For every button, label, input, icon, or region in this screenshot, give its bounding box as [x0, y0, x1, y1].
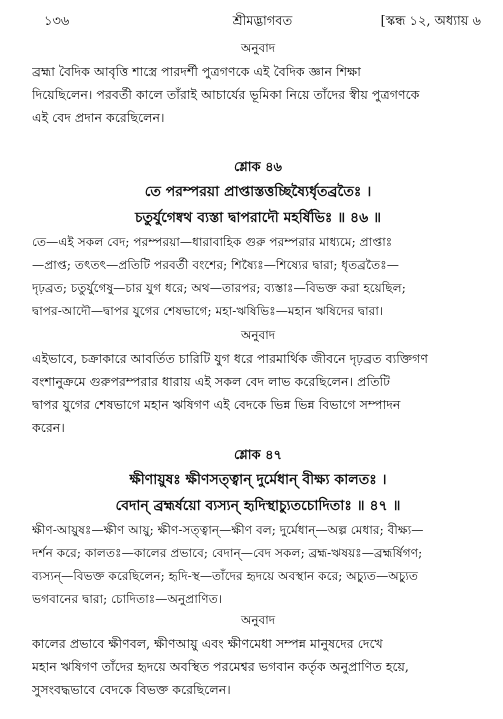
verse-46-block — [32, 158, 484, 231]
synonyms-text — [32, 519, 484, 611]
text-line: —প্রাপ্ত; তৎতৎ—প্রতিটি পরবর্তী বংশের; শিষ্যৈঃ—শিষ্যের দ্বারা; ধৃতব্রতৈঃ— — [32, 258, 399, 272]
text-line: দ্বাপর যুগের শেষভাগে মহান ঋষিগণ এই বেদকে ভিন্ন ভিন্ন বিভাগে সম্পাদন — [32, 397, 401, 412]
translation-text — [32, 347, 484, 439]
book-title: শ্রীমদ্ভাগবত — [232, 14, 293, 29]
translation-label: অনুবাদ — [240, 613, 276, 627]
translation-label: অনুবাদ — [240, 328, 276, 342]
text-line: বংশানুক্রমে গুরুপরম্পরার ধারায় এই সকল বেদ লাভ করেছিলেন। প্রতিটি — [32, 374, 390, 389]
synonyms-46-block — [32, 231, 484, 323]
verse-47-block — [32, 446, 484, 519]
translation-text — [32, 60, 484, 129]
text-line: দৃঢ়ব্রত; চতুর্যুগেষু—চার যুগ ধরে; অথ—তারপর; ব্যস্তাঃ—বিভক্ত করা হয়েছিল; — [32, 281, 406, 295]
text-line: করেন। — [32, 420, 65, 435]
verse-text — [32, 467, 484, 519]
verse-line: ক্ষীণায়ুষঃ ক্ষীণসত্ত্বান্ দুর্মেধান্ বীক্ষ্য কালতঃ । — [129, 472, 387, 488]
page-header — [44, 12, 481, 34]
verse-label: শ্লোক ৪৭ — [233, 448, 283, 463]
verse-line: বেদান্ ব্রহ্মর্ষয়ো ব্যস্যন্ হৃদিস্থাচ্যুতচোদিতাঃ ॥ ৪৭ ॥ — [115, 498, 401, 514]
translation-block-1 — [32, 40, 484, 129]
text-line: ব্রহ্মা বৈদিক আবৃত্তি শাস্ত্রে পারদর্শী পুত্রগণকে এই বৈদিক জ্ঞান শিক্ষা — [32, 64, 361, 79]
text-line: এই বেদ প্রদান করেছিলেন। — [32, 110, 165, 125]
verse-line: তে পরম্পরয়া প্রাপ্তাস্তত্তচ্ছিষ্যৈর্ধৃতব্রতৈঃ । — [144, 184, 372, 200]
text-line: দ্বাপর-আদৌ—দ্বাপর যুগের শেষভাগে; মহা-ঋষিভিঃ—মহান ঋষিদের দ্বারা। — [32, 304, 384, 318]
translation-46-block — [32, 327, 484, 439]
text-line: সুসংবদ্ধভাবে বেদকে বিভক্ত করেছিলেন। — [32, 682, 231, 697]
text-line: ক্ষীণ-আয়ুষঃ—ক্ষীণ আয়ু; ক্ষীণ-সত্ত্বান্—ক্ষীণ বল; দুর্মেধান্—অল্প মেধার; বীক্ষ্য— — [32, 523, 424, 537]
text-line: ভগবানের দ্বারা; চোদিতাঃ—অনুপ্রাণিত। — [32, 592, 223, 606]
verse-line: চতুর্যুগেষ্বথ ব্যস্তা দ্বাপরাদৌ মহর্ষিভিঃ ॥ ৪৬ ॥ — [134, 210, 382, 226]
page-number: ১৩৬ — [44, 14, 70, 29]
translation-text — [32, 632, 484, 701]
section-reference: [স্কন্ধ ১২, অধ্যায় ৬ — [380, 14, 481, 29]
verse-text — [32, 179, 484, 231]
verse-label: শ্লোক ৪৬ — [233, 160, 283, 175]
synonyms-text — [32, 231, 484, 323]
text-line: মহান ঋষিগণ তাঁদের হৃদয়ে অবস্থিত পরমেশ্বর ভগবান কর্তৃক অনুপ্রাণিত হয়ে, — [32, 659, 409, 674]
text-line: ব্যস্যন্—বিভক্ত করেছিলেন; হৃদি-স্থ—তাঁদের হৃদয়ে অবস্থান করে; অচ্যুত—অচ্যুত — [32, 569, 419, 583]
text-line: দর্শন করে; কালতঃ—কালের প্রভাবে; বেদান্—বেদ সকল; ব্রহ্ম-ঋষয়ঃ—ব্রহ্মর্ষিগণ; — [32, 546, 423, 560]
translation-47-block — [32, 612, 484, 701]
text-line: কালের প্রভাবে ক্ষীণবল, ক্ষীণআয়ু এবং ক্ষীণমেধা সম্পন্ন মানুষদের দেখে — [32, 636, 383, 651]
synonyms-47-block — [32, 519, 484, 611]
text-line: এইভাবে, চক্রাকারে আবর্তিত চারিটি যুগ ধরে পারমার্থিক জীবনে দৃঢ়ব্রত ব্যক্তিগণ — [32, 351, 428, 366]
text-line: তে—এই সকল বেদ; পরম্পরয়া—ধারাবাহিক গুরু পরম্পরার মাধ্যমে; প্রাপ্তাঃ — [32, 235, 393, 249]
text-line: দিয়েছিলেন। পরবর্তী কালে তাঁরাই আচার্যের ভূমিকা নিয়ে তাঁদের স্বীয় পুত্রগণকে — [32, 87, 420, 102]
translation-label: অনুবাদ — [240, 41, 276, 55]
